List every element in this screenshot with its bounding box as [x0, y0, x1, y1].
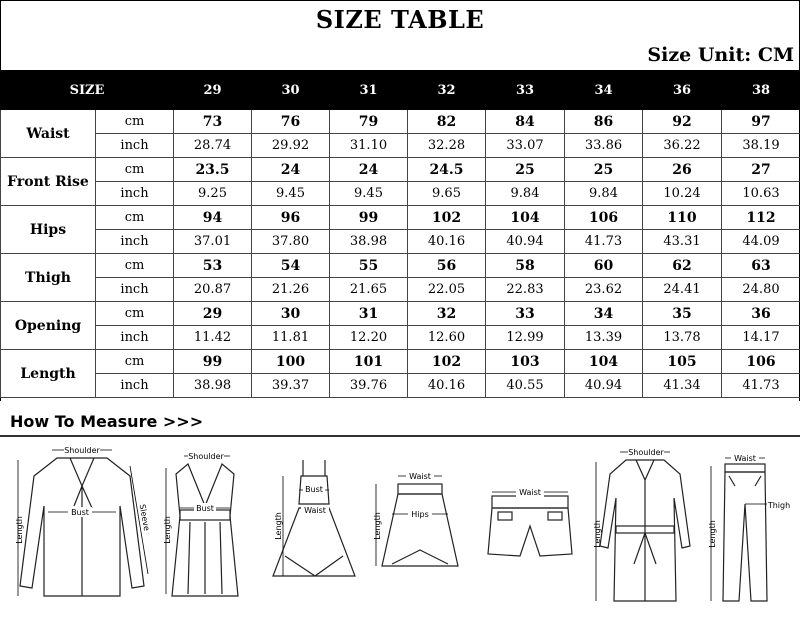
table-row	[1, 134, 800, 158]
value-cell: 96	[252, 206, 330, 230]
unit-cell: inch	[96, 182, 174, 206]
table-row	[1, 350, 800, 374]
value-cell: 36	[722, 302, 800, 326]
size-header-cell: 32	[408, 71, 486, 110]
value-cell: 25	[565, 158, 643, 182]
value-cell: 9.84	[565, 182, 643, 206]
value-cell: 94	[174, 206, 252, 230]
table-row	[1, 374, 800, 398]
value-cell: 22.83	[486, 278, 565, 302]
value-cell: 86	[565, 110, 643, 134]
value-cell: 37.01	[174, 230, 252, 254]
value-cell: 22.05	[408, 278, 486, 302]
value-cell: 38.19	[722, 134, 800, 158]
value-cell: 14.17	[722, 326, 800, 350]
shorts-figure	[478, 446, 578, 611]
value-cell: 39.37	[252, 374, 330, 398]
value-cell: 11.81	[252, 326, 330, 350]
page-title: SIZE TABLE	[315, 5, 485, 34]
value-cell: 102	[408, 206, 486, 230]
value-cell: 9.84	[486, 182, 565, 206]
value-cell: 33	[486, 302, 565, 326]
value-cell: 40.55	[486, 374, 565, 398]
measurement-label: Length	[1, 350, 96, 398]
value-cell: 58	[486, 254, 565, 278]
unit-cell: cm	[96, 350, 174, 374]
value-cell: 110	[643, 206, 722, 230]
table-row	[1, 326, 800, 350]
value-cell: 23.62	[565, 278, 643, 302]
value-cell: 100	[252, 350, 330, 374]
value-cell: 24.41	[643, 278, 722, 302]
unit-cell: inch	[96, 374, 174, 398]
size-unit-label: Size Unit: CM	[647, 44, 794, 66]
size-table-body	[1, 110, 800, 398]
value-cell: 104	[565, 350, 643, 374]
value-cell: 62	[643, 254, 722, 278]
size-header-cell: 30	[252, 71, 330, 110]
value-cell: 38.98	[174, 374, 252, 398]
value-cell: 9.65	[408, 182, 486, 206]
value-cell: 99	[330, 206, 408, 230]
unit-cell: cm	[96, 110, 174, 134]
value-cell: 101	[330, 350, 408, 374]
unit-cell: inch	[96, 326, 174, 350]
value-cell: 60	[565, 254, 643, 278]
value-cell: 102	[408, 350, 486, 374]
value-cell: 44.09	[722, 230, 800, 254]
value-cell: 92	[643, 110, 722, 134]
skirt-figure	[370, 446, 465, 611]
value-cell: 35	[643, 302, 722, 326]
measurement-label: Front Rise	[1, 158, 96, 206]
thigh-label: Thigh	[767, 501, 791, 510]
table-row	[1, 278, 800, 302]
how-to-measure-heading: How To Measure >>>	[10, 412, 204, 431]
value-cell: 53	[174, 254, 252, 278]
waist-label: Waist	[304, 506, 326, 515]
unit-cell: cm	[96, 206, 174, 230]
size-header-cell: 31	[330, 71, 408, 110]
table-row	[1, 110, 800, 134]
value-cell: 25	[486, 158, 565, 182]
waist-label: Waist	[409, 472, 431, 481]
value-cell: 34	[565, 302, 643, 326]
value-cell: 112	[722, 206, 800, 230]
value-cell: 106	[722, 350, 800, 374]
value-cell: 79	[330, 110, 408, 134]
unit-cell: inch	[96, 134, 174, 158]
value-cell: 41.73	[722, 374, 800, 398]
value-cell: 21.26	[252, 278, 330, 302]
value-cell: 43.31	[643, 230, 722, 254]
value-cell: 9.45	[330, 182, 408, 206]
length-label: Length	[593, 520, 602, 548]
shoulder-label: Shoulder	[64, 446, 100, 455]
size-header-cell: 38	[722, 71, 800, 110]
unit-cell: inch	[96, 278, 174, 302]
value-cell: 29	[174, 302, 252, 326]
value-cell: 54	[252, 254, 330, 278]
bust-label: Bust	[71, 508, 89, 517]
length-label: Length	[708, 520, 717, 548]
size-header-cell: 36	[643, 71, 722, 110]
waist-label: Waist	[734, 454, 756, 463]
bust-label: Bust	[196, 504, 214, 513]
value-cell: 97	[722, 110, 800, 134]
measurement-label: Hips	[1, 206, 96, 254]
value-cell: 103	[486, 350, 565, 374]
blouse-figure	[12, 446, 152, 611]
value-cell: 40.16	[408, 230, 486, 254]
value-cell: 12.60	[408, 326, 486, 350]
value-cell: 24.80	[722, 278, 800, 302]
value-cell: 41.34	[643, 374, 722, 398]
size-header-cell: 33	[486, 71, 565, 110]
coat-figure	[590, 446, 700, 611]
value-cell: 32.28	[408, 134, 486, 158]
value-cell: 104	[486, 206, 565, 230]
unit-cell: cm	[96, 302, 174, 326]
value-cell: 13.39	[565, 326, 643, 350]
value-cell: 24	[330, 158, 408, 182]
value-cell: 30	[252, 302, 330, 326]
waist-label: Waist	[519, 488, 541, 497]
size-table	[0, 70, 800, 398]
value-cell: 40.94	[565, 374, 643, 398]
shoulder-label: Shoulder	[188, 452, 224, 461]
measurement-label: Thigh	[1, 254, 96, 302]
value-cell: 105	[643, 350, 722, 374]
value-cell: 56	[408, 254, 486, 278]
sleeveless-top-figure	[160, 446, 250, 611]
length-label: Length	[163, 516, 172, 544]
value-cell: 37.80	[252, 230, 330, 254]
value-cell: 10.63	[722, 182, 800, 206]
table-row	[1, 158, 800, 182]
table-row	[1, 206, 800, 230]
size-header-cell: 29	[174, 71, 252, 110]
size-header-row	[1, 71, 800, 110]
sleeve-label: Sleeve	[137, 503, 152, 532]
trousers-figure	[705, 446, 797, 611]
length-label: Length	[15, 516, 24, 544]
value-cell: 106	[565, 206, 643, 230]
value-cell: 9.25	[174, 182, 252, 206]
value-cell: 33.86	[565, 134, 643, 158]
length-label: Length	[274, 512, 283, 540]
value-cell: 10.24	[643, 182, 722, 206]
value-cell: 12.99	[486, 326, 565, 350]
value-cell: 33.07	[486, 134, 565, 158]
table-row	[1, 182, 800, 206]
value-cell: 38.98	[330, 230, 408, 254]
table-row	[1, 254, 800, 278]
value-cell: 76	[252, 110, 330, 134]
length-label: Length	[373, 512, 382, 540]
value-cell: 27	[722, 158, 800, 182]
bust-label: Bust	[305, 485, 323, 494]
value-cell: 28.74	[174, 134, 252, 158]
value-cell: 11.42	[174, 326, 252, 350]
shoulder-label: Shoulder	[628, 448, 664, 457]
value-cell: 31	[330, 302, 408, 326]
unit-cell: cm	[96, 158, 174, 182]
value-cell: 24.5	[408, 158, 486, 182]
hips-label: Hips	[411, 510, 429, 519]
value-cell: 36.22	[643, 134, 722, 158]
unit-cell: cm	[96, 254, 174, 278]
heading-underline	[0, 435, 800, 437]
measurement-label: Waist	[1, 110, 96, 158]
value-cell: 73	[174, 110, 252, 134]
size-header-cell: 34	[565, 71, 643, 110]
value-cell: 31.10	[330, 134, 408, 158]
table-row	[1, 302, 800, 326]
value-cell: 23.5	[174, 158, 252, 182]
value-cell: 99	[174, 350, 252, 374]
value-cell: 82	[408, 110, 486, 134]
value-cell: 32	[408, 302, 486, 326]
value-cell: 21.65	[330, 278, 408, 302]
value-cell: 55	[330, 254, 408, 278]
value-cell: 13.78	[643, 326, 722, 350]
value-cell: 29.92	[252, 134, 330, 158]
value-cell: 41.73	[565, 230, 643, 254]
value-cell: 39.76	[330, 374, 408, 398]
value-cell: 9.45	[252, 182, 330, 206]
value-cell: 40.16	[408, 374, 486, 398]
size-header-label: SIZE	[1, 71, 174, 110]
value-cell: 26	[643, 158, 722, 182]
value-cell: 40.94	[486, 230, 565, 254]
value-cell: 84	[486, 110, 565, 134]
value-cell: 20.87	[174, 278, 252, 302]
value-cell: 12.20	[330, 326, 408, 350]
value-cell: 24	[252, 158, 330, 182]
value-cell: 63	[722, 254, 800, 278]
measurement-label: Opening	[1, 302, 96, 350]
unit-cell: inch	[96, 230, 174, 254]
dress-figure	[265, 446, 360, 611]
table-row	[1, 230, 800, 254]
